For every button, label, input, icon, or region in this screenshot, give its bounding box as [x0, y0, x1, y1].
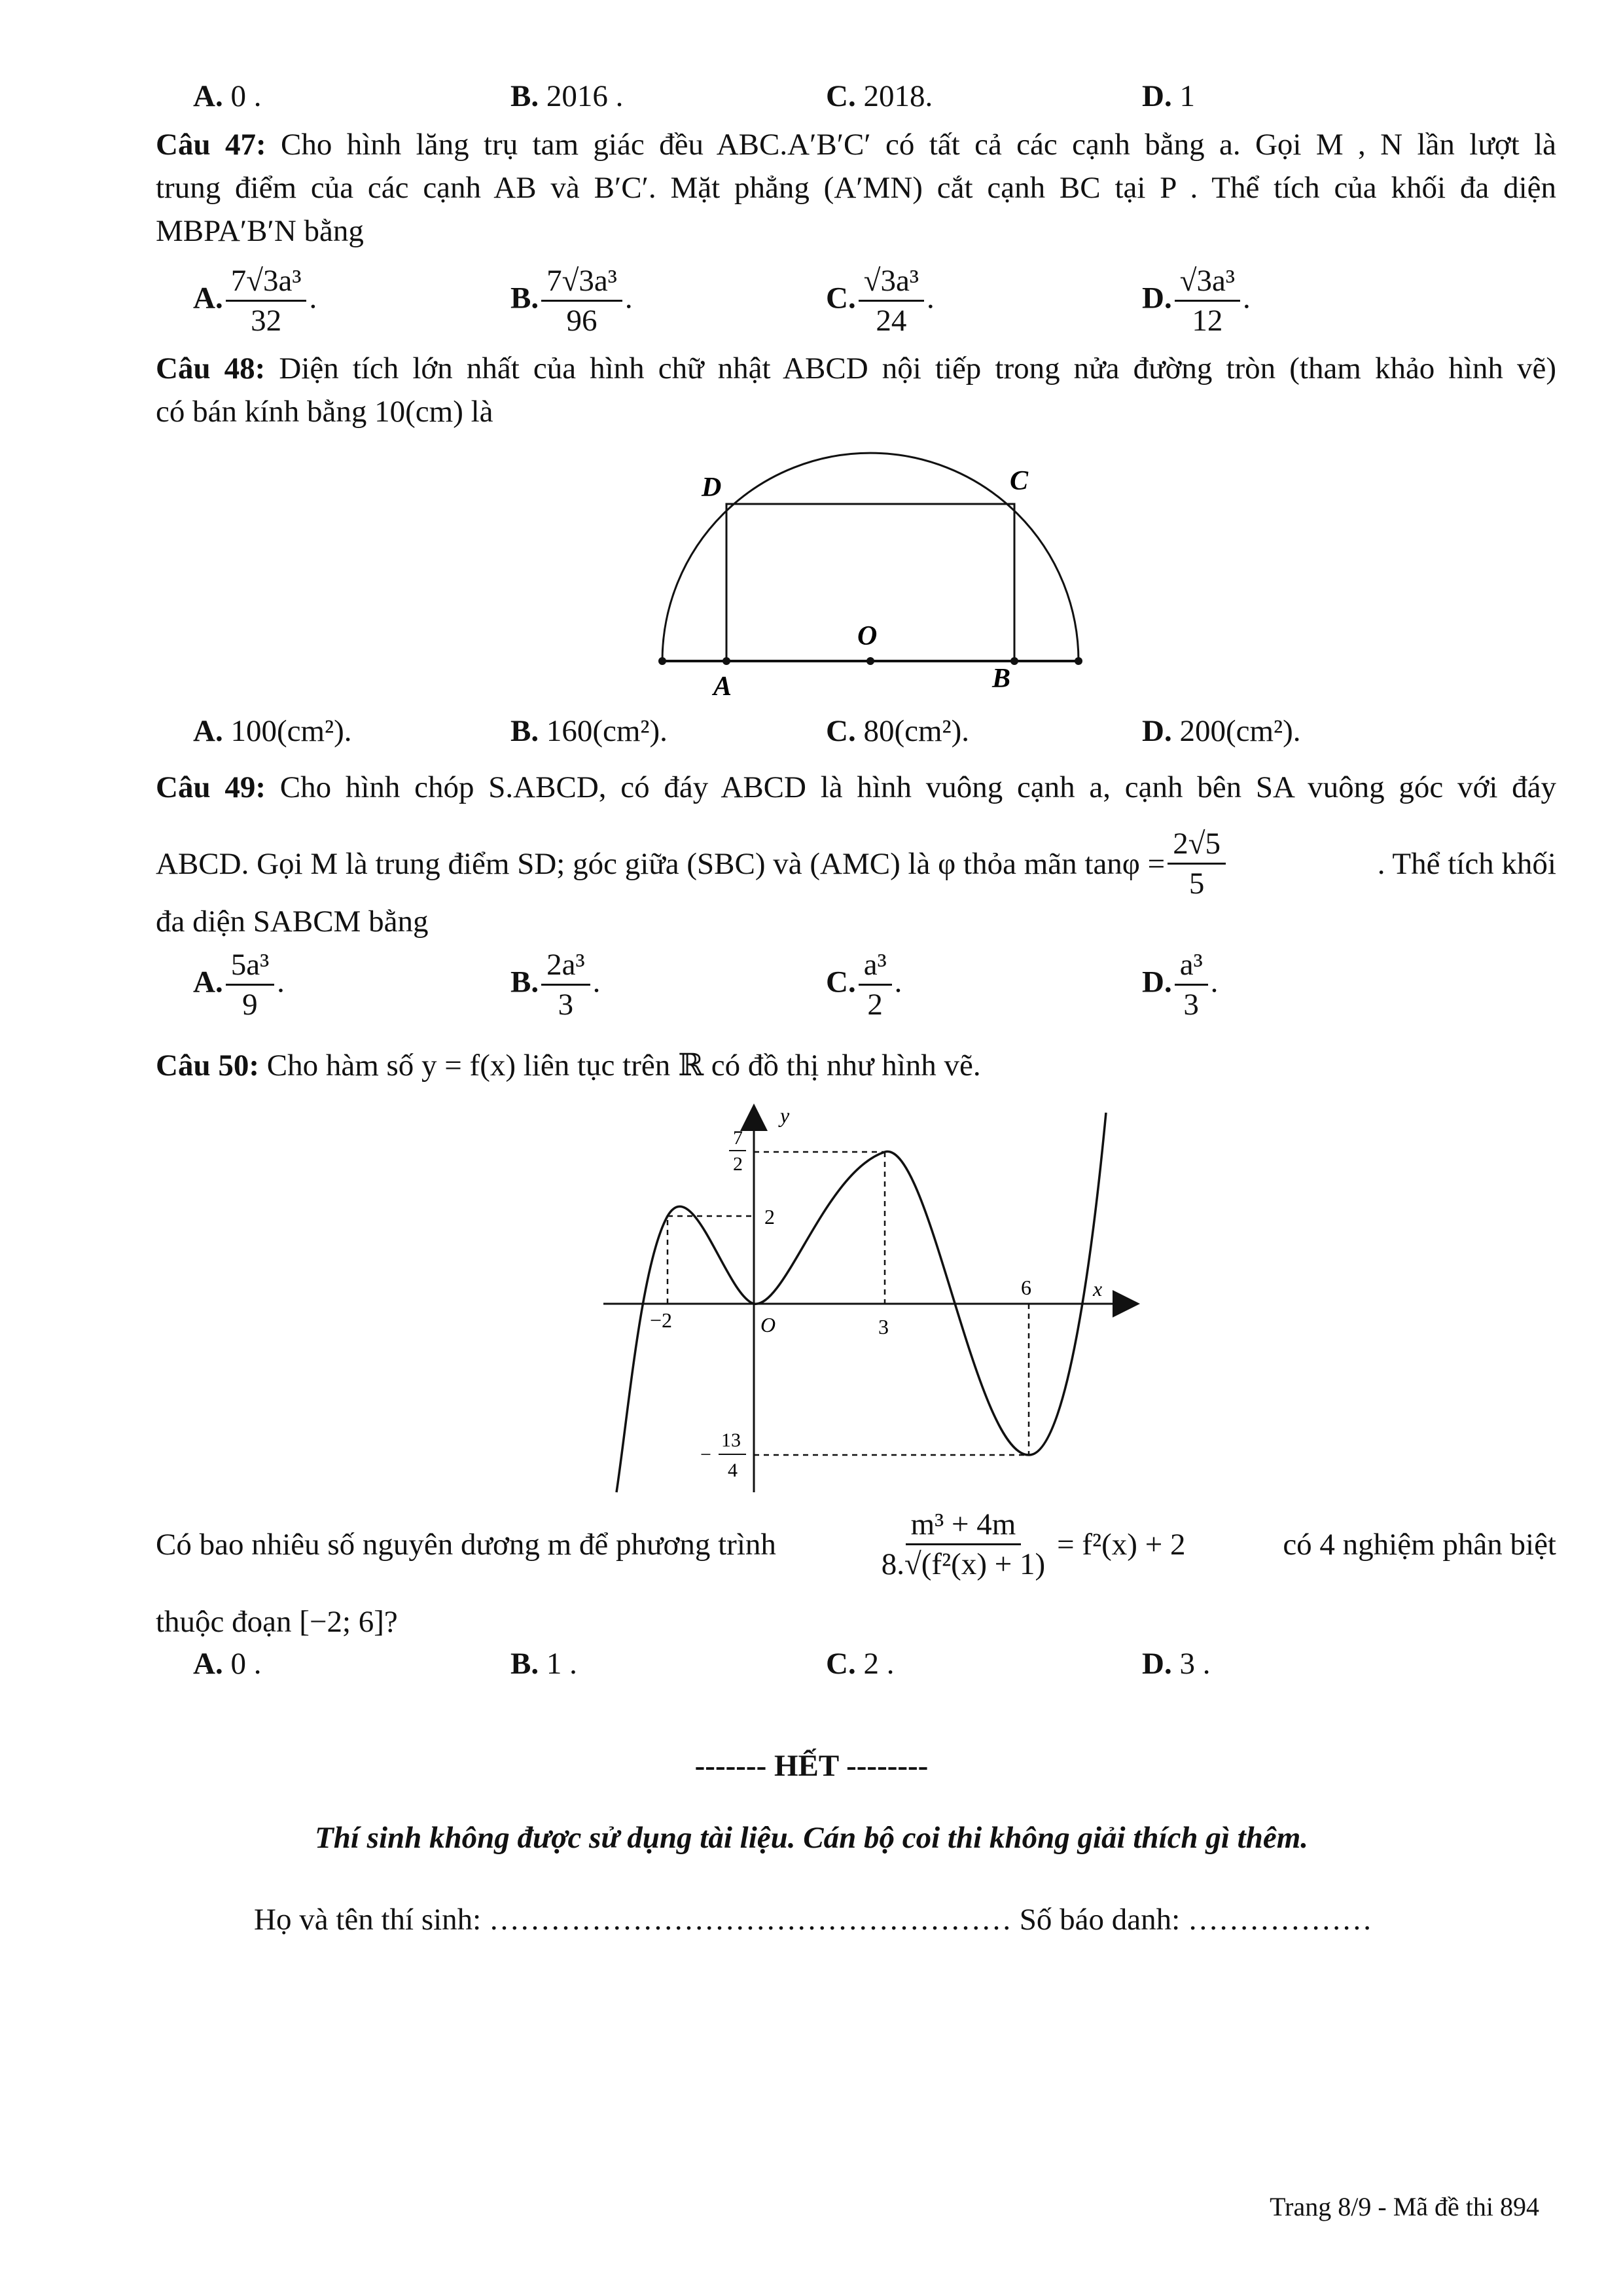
q48-text-line1: Câu 48: Diện tích lớn nhất của hình chữ nhật ABCD nội tiếp trong nửa đường tròn (tham khảo hình vẽ): [156, 351, 1557, 386]
tick-label-y134-den: 4: [728, 1460, 738, 1481]
q49-text-line2: ABCD. Gọi M là trung điểm SD; góc giữa (SBC) và (AMC) là φ thỏa mãn tanφ = $\frac{2√5}{5}$ . Thể tích khối: [156, 825, 1556, 903]
y-axis-label: y: [780, 1103, 790, 1127]
q50-option-c: C. 2 .: [826, 1647, 895, 1681]
q46-option-c: C. 2018.: [826, 79, 933, 113]
q46-option-a: A. 0 .: [193, 79, 262, 113]
q48-option-b: B. 160(cm²).: [510, 714, 668, 748]
q46-option-b: B. 2016 .: [510, 79, 624, 113]
q49-option-a: A. $\frac{\text{5a³}}{9}$ .: [193, 946, 285, 1024]
q47-text-line1: Câu 47: Cho hình lăng trụ tam giác đều ABC.A′B′C′ có tất cả các cạnh bằng a. Gọi M , N lần lượt là: [156, 128, 1557, 162]
q50-function-graph: [589, 1100, 1165, 1505]
q47-option-a: A. $\frac{\text{7√3a³}}{32}$ .: [193, 262, 317, 340]
function-curve: [616, 1113, 1106, 1492]
tick-label-y134-num: 13: [721, 1429, 741, 1451]
q48-option-d: D. 200(cm²).: [1142, 714, 1301, 748]
tick-label-y72-den: 2: [733, 1153, 743, 1175]
q49-option-b: B. $\frac{\text{2a³}}{3}$ .: [510, 946, 600, 1024]
q46-option-d: D. 1: [1142, 79, 1195, 113]
q50-option-a: A. 0 .: [193, 1647, 262, 1681]
tick-label-y134-sign: −: [700, 1444, 711, 1465]
label-b: B: [992, 664, 1011, 694]
q47-option-c: C. $\frac{\text{√3a³}}{24}$ .: [826, 262, 935, 340]
q49-text-line3: đa diện SABCM bằng: [156, 905, 429, 939]
q50-text-line1: Câu 50: Cho hàm số y = f(x) liên tục trên ℝ có đồ thị như hình vẽ.: [156, 1049, 981, 1083]
label-o: O: [857, 621, 878, 651]
tick-label-y72-num: 7: [733, 1127, 743, 1149]
q47-text-line3: MBPA′B′N bằng: [156, 214, 364, 248]
candidate-info-line: Họ và tên thí sinh: …………………………………………… Số báo danh: ………………: [254, 1903, 1372, 1937]
tick-label-y2: 2: [764, 1205, 775, 1229]
label-d: D: [702, 473, 722, 503]
q50-text-line3: thuộc đoạn [−2; 6]?: [156, 1605, 398, 1639]
exam-notice: Thí sinh không được sử dụng tài liệu. Cán bộ coi thi không giải thích gì thêm.: [315, 1821, 1308, 1855]
tick-label-neg2: −2: [650, 1308, 673, 1332]
q48-option-a: A. 100(cm²).: [193, 714, 352, 748]
q47-option-d: D. $\frac{\text{√3a³}}{12}$ .: [1142, 262, 1251, 340]
q48-semicircle-figure: [641, 445, 1113, 707]
end-mark: ------- HẾT --------: [694, 1749, 929, 1783]
q48-option-c: C. 80(cm²).: [826, 714, 970, 748]
q50-option-b: B. 1 .: [510, 1647, 577, 1681]
x-axis-label: x: [1093, 1277, 1103, 1300]
page-footer: Trang 8/9 - Mã đề thi 894: [1270, 2192, 1539, 2221]
origin-label: O: [760, 1313, 776, 1336]
label-a: A: [713, 672, 732, 702]
q50-option-d: D. 3 .: [1142, 1647, 1211, 1681]
q49-option-c: C. $\frac{\text{a³}}{2}$ .: [826, 946, 902, 1024]
q47-text-line2: trung điểm của các cạnh AB và B′C′. Mặt phẳng (A′MN) cắt cạnh BC tại P . Thể tích của khối đa diện: [156, 171, 1556, 205]
q50-text-line2: Có bao nhiêu số nguyên dương m để phương trình $\frac{\text{m³ + 4m}}{\text{8.√(f²(x) + 1)}}$ = f²(x) + 2 có 4 nghiệm phân biệt: [156, 1505, 1556, 1583]
q47-option-b: B. $\frac{\text{7√3a³}}{96}$ .: [510, 262, 633, 340]
tick-label-3: 3: [878, 1315, 889, 1338]
q49-text-line1: Câu 49: Cho hình chóp S.ABCD, có đáy ABCD là hình vuông cạnh a, cạnh bên SA vuông góc với đáy: [156, 770, 1557, 804]
q49-option-d: D. $\frac{\text{a³}}{3}$ .: [1142, 946, 1218, 1024]
q48-text-line2: có bán kính bằng 10(cm) là: [156, 395, 493, 429]
label-c: C: [1010, 466, 1029, 496]
tick-label-6: 6: [1021, 1276, 1031, 1299]
